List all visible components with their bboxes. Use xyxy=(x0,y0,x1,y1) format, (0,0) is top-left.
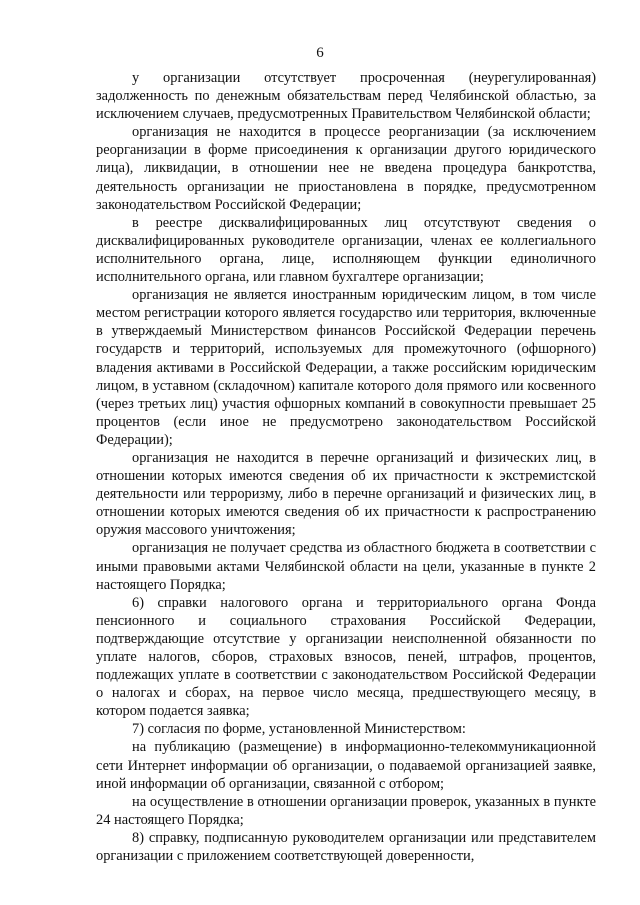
paragraph-item-8-certificate: 8) справку, подписанную руководителем организации или представителем организации с приложением соответствующей доверенности, xyxy=(96,829,596,865)
paragraph-consent-publication: на публикацию (размещение) в информационно-телекоммуникационной сети Интернет информации об организации, о подаваемой организацией заявке, иной информации об организации, связанной с отбором; xyxy=(96,739,596,792)
paragraph-disqualified-persons: в реестре дисквалифицированных лиц отсутствуют сведения о дисквалифицированных руководителе организации, членах ее коллегиального исполнительного органа, лице, исполняющем функции единоличного исполнительного органа, или главном бухгалтере организации; xyxy=(96,214,596,286)
paragraph-item-6-tax-certificates: 6) справки налогового органа и территориального органа Фонда пенсионного и социального страхования Российской Федерации, подтверждающие отсутствие у организации неисполненной обязанности по уплате налогов, сборов, страховых взносов, пеней, штрафов, процентов, подлежащих уплате в соответствии с законодательством Российской Федерации о налогах и сборах, на первое число месяца, предшествующего месяцу, в котором подается заявка; xyxy=(96,594,596,720)
paragraph-no-debt: у организации отсутствует просроченная (неурегулированная) задолженность по денежным обязательствам перед Челябинской областью, за исключением случаев, предусмотренных Правительством Челябинской области; xyxy=(96,70,596,123)
document-body xyxy=(96,69,596,865)
paragraph-no-reorganization: организация не находится в процессе реорганизации (за исключением реорганизации в форме присоединения к организации другого юридического лица), ликвидации, в отношении нее не введена процедура банкротства, деятельность организации не приостановлена в порядке, предусмотренном законодательством Российской Федерации; xyxy=(96,124,596,213)
page-number: 6 xyxy=(316,45,324,61)
paragraph-consent-inspections: на осуществление в отношении организации проверок, указанных в пункте 24 настоящего Порядка; xyxy=(96,793,596,828)
paragraph-item-7-consents: 7) согласия по форме, установленной Министерством: xyxy=(132,721,466,738)
paragraph-not-foreign-entity: организация не является иностранным юридическим лицом, в том числе местом регистрации которого является государство или территория, включенные в утверждаемый Министерством финансов Российской Федерации перечень государств и территорий, используемых для промежуточного (офшорного) владения активами в Российской Федерации, а также российским юридическим лицом, в уставном (складочном) капитале которого доля прямого или косвенного (через третьих лиц) участия офшорных компаний в совокупности превышает 25 процентов (если иное не предусмотрено законодательством Российской Федерации); xyxy=(96,287,596,448)
paragraph-no-regional-funds: организация не получает средства из областного бюджета в соответствии с иными правовыми актами Челябинской области на цели, указанные в пункте 2 настоящего Порядка; xyxy=(96,540,596,593)
paragraph-not-in-extremism-list: организация не находится в перечне организаций и физических лиц, в отношении которых имеются сведения об их причастности к экстремистской деятельности или терроризму, либо в перечне организаций и физических лиц, в отношении которых имеются сведения об их причастности к распространению оружия массового уничтожения; xyxy=(96,449,596,539)
